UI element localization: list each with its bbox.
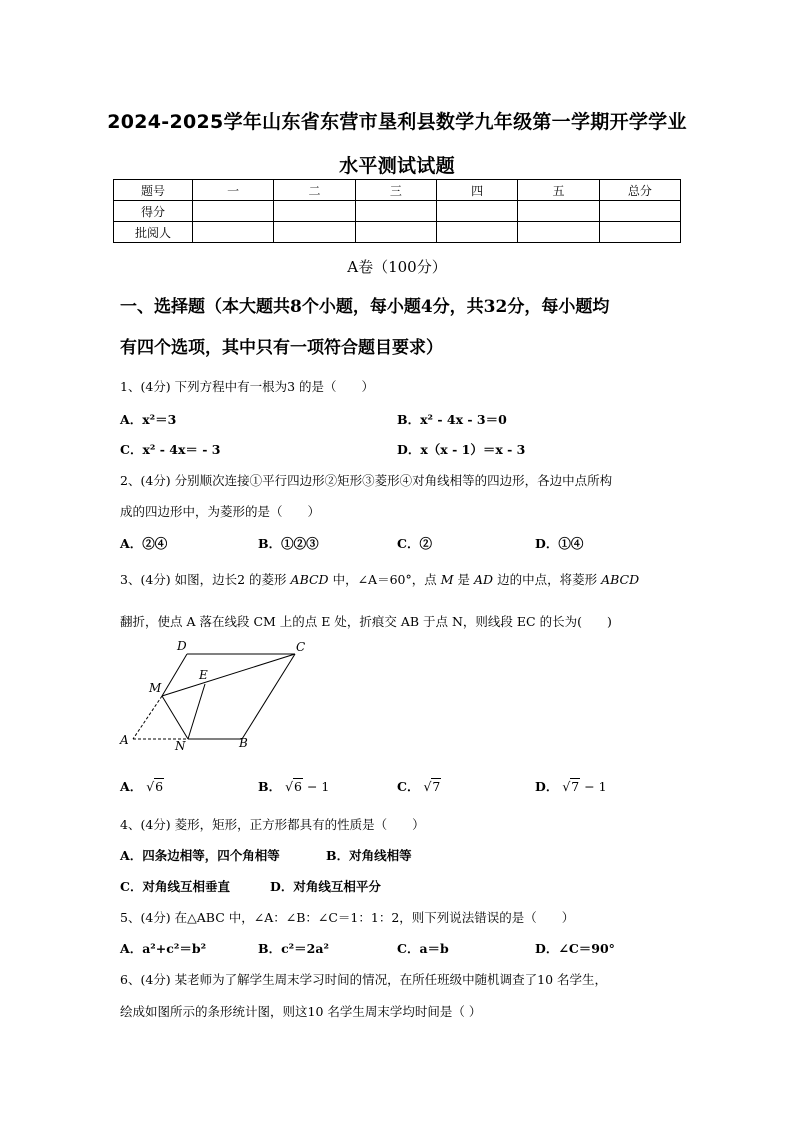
segment-mc (162, 654, 295, 696)
q3-stem-line1 (120, 570, 690, 588)
q2-option-d: D．①④ (535, 536, 584, 551)
label-m: M (149, 681, 162, 695)
q3-option-a (120, 777, 164, 795)
q5-option-a: A．a²+c²＝b² (120, 941, 207, 956)
q3-stem-part: 边的中点，将菱形 (497, 572, 598, 587)
q4-option-a: A．四条边相等，四个角相等 (120, 848, 280, 863)
label-d: D (177, 640, 187, 653)
q6-stem-line2: 绘成如图所示的条形统计图，则这10 名学生周末学均时间是（ ） (120, 1004, 482, 1019)
q1-stem: 1、(4分) 下列方程中有一根为3 的是（ ） (120, 379, 375, 394)
radicand: 6 (155, 779, 164, 794)
q2-option-c: C．② (397, 536, 432, 551)
q3-option-c-label: C． (397, 779, 420, 794)
table-cell (355, 222, 436, 243)
q1-option-d: D．x（x - 1）＝x - 3 (397, 442, 526, 457)
radicand: 6 (294, 779, 302, 794)
table-cell: 得分 (114, 201, 193, 222)
table-cell: 批阅人 (114, 222, 193, 243)
table-cell (436, 201, 517, 222)
label-n: N (175, 739, 186, 753)
q4-option-b: B．对角线相等 (326, 848, 412, 863)
label-b: B (239, 736, 248, 750)
table-cell (274, 222, 355, 243)
q1-option-c: C．x² - 4x＝ - 3 (120, 442, 221, 457)
table-cell (355, 201, 436, 222)
table-header-cell: 题号 (114, 180, 193, 201)
table-row (114, 222, 681, 243)
q5-option-d: D．∠C＝90° (535, 941, 615, 956)
q3-stem-part: 是 (457, 572, 471, 587)
q3-option-d (535, 777, 607, 795)
q3-option-d-tail: − 1 (580, 779, 607, 794)
sqrt-expression: √7 (423, 779, 441, 794)
table-header-cell: 一 (193, 180, 274, 201)
table-cell (193, 222, 274, 243)
section-heading-line2: 有四个选项，其中只有一项符合题目要求） (120, 338, 443, 358)
table-row (114, 180, 681, 201)
q3-stem-math: AD (474, 572, 494, 587)
q4-stem: 4、(4分) 菱形，矩形，正方形都具有的性质是（ ） (120, 817, 425, 832)
volume-label: A卷（100分） (347, 258, 447, 276)
sqrt-expression: √7 (562, 779, 580, 794)
q3-option-c (397, 777, 441, 795)
table-header-cell: 三 (355, 180, 436, 201)
score-table (113, 179, 681, 243)
table-cell (599, 201, 680, 222)
q3-option-b (258, 777, 329, 795)
table-cell (518, 201, 599, 222)
q6-stem-line1: 6、(4分) 某老师为了解学生周末学习时间的情况，在所任班级中随机调查了10 名学生， (120, 972, 608, 987)
title-line2: 水平测试试题 (339, 155, 455, 177)
q3-stem-math: ABCD (601, 572, 640, 587)
q3-stem-math: ABCD (290, 572, 329, 587)
q3-stem-part: 3、(4分) 如图，边长2 的菱形 (120, 572, 287, 587)
q3-option-a-label: A． (120, 779, 143, 794)
radicand: 7 (571, 779, 580, 794)
table-header-cell: 总分 (599, 180, 680, 201)
table-header-cell: 二 (274, 180, 355, 201)
label-e: E (199, 668, 208, 682)
title-line1: 2024-2025学年山东省东营市垦利县数学九年级第一学期开学学业 (107, 111, 687, 133)
table-header-cell: 五 (518, 180, 599, 201)
q2-option-b: B．①②③ (258, 536, 319, 551)
dashed-segment-am (133, 696, 162, 739)
q2-stem-line1: 2、(4分) 分别顺次连接①平行四边形②矩形③菱形④对角线相等的四边形，各边中点所构 (120, 473, 613, 488)
table-cell (193, 201, 274, 222)
q3-option-d-label: D． (535, 779, 559, 794)
label-a: A (120, 733, 129, 747)
label-c: C (296, 640, 306, 654)
segment-bc (242, 654, 295, 739)
q5-option-c: C．a＝b (397, 941, 449, 956)
table-cell (518, 222, 599, 243)
q2-stem-line2: 成的四边形中，为菱形的是（ ） (120, 504, 321, 519)
table-cell (274, 201, 355, 222)
table-cell (599, 222, 680, 243)
table-cell (436, 222, 517, 243)
q4-option-d: D．对角线互相平分 (270, 879, 381, 894)
q5-stem: 5、(4分) 在△ABC 中，∠A：∠B：∠C＝1：1：2，则下列说法错误的是（ ） (120, 910, 575, 925)
radicand: 7 (432, 779, 441, 794)
sqrt-expression: √6 (285, 779, 302, 794)
q2-option-a: A．②④ (120, 536, 168, 551)
q1-option-a: A．x²＝3 (120, 412, 177, 427)
q3-option-b-label: B． (258, 779, 282, 794)
sqrt-expression: √6 (146, 779, 164, 794)
q3-stem-math: M (440, 572, 454, 587)
section-heading-line1: 一、选择题（本大题共8个小题，每小题4分，共32分，每小题均 (120, 297, 610, 317)
table-row (114, 201, 681, 222)
q3-stem-part: 中，∠A＝60°，点 (332, 572, 437, 587)
q4-option-c: C．对角线互相垂直 (120, 879, 230, 894)
q3-stem-line2: 翻折，使点 A 落在线段 CM 上的点 E 处，折痕交 AB 于点 N，则线段 EC 的长为( ) (120, 614, 612, 629)
table-header-cell: 四 (436, 180, 517, 201)
segment-mn (162, 696, 188, 739)
q3-option-b-tail: − 1 (302, 779, 330, 794)
segment-ne (188, 684, 205, 739)
rhombus-figure (115, 640, 315, 755)
q1-option-b: B．x² - 4x - 3＝0 (397, 412, 507, 427)
q5-option-b: B．c²＝2a² (258, 941, 329, 956)
